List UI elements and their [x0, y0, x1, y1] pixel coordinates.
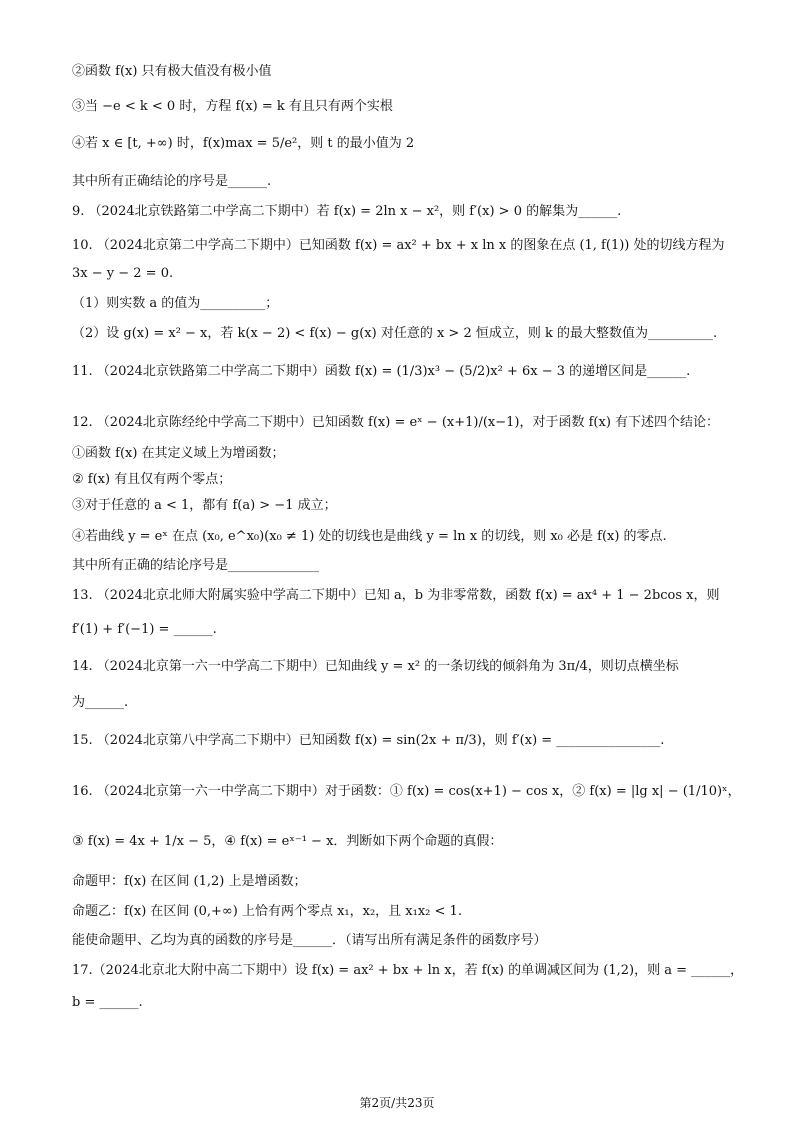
question-13-expression: f′(1) + f′(−1) = ______.: [72, 622, 217, 637]
statement-2: ②函数 f(x) 只有极大值没有极小值: [72, 64, 272, 79]
question-16-functions: ③ f(x) = 4x + 1/x − 5，④ f(x) = eˣ⁻¹ − x．判断如下两个命题的真假：: [72, 834, 503, 849]
q12-statement-1: ①函数 f(x) 在其定义域上为增函数；: [72, 446, 285, 461]
question-9: 9. （2024北京铁路第二中学高二下期中）若 f(x) = 2ln x − x²，则 f′(x) > 0 的解集为______.: [72, 204, 622, 219]
q12-statement-2: ② f(x) 有且仅有两个零点；: [72, 472, 232, 487]
statement-4: ④若 x ∈ [t, +∞) 时，f(x)max = 5/e²，则 t 的最小值为 2: [72, 136, 415, 151]
question-16: 16. （2024北京第一六一中学高二下期中）对于函数：① f(x) = cos(x+1) − cos x，② f(x) = |lg x| − (1/10)ˣ，: [72, 784, 741, 799]
question-16-answer: 能使命题甲、乙均为真的函数的序号是______．（请写出所有满足条件的函数序号）: [72, 933, 547, 948]
question-14: 14. （2024北京第一六一中学高二下期中）已知曲线 y = x² 的一条切线的倾斜角为 3π/4，则切点横坐标: [72, 659, 679, 674]
question-10: 10. （2024北京第二中学高二下期中）已知函数 f(x) = ax² + bx + x ln x 的图象在点 (1, f(1)) 处的切线方程为: [72, 238, 725, 253]
q12-statement-4: ④若曲线 y = eˣ 在点 (x₀, e^x₀)(x₀ ≠ 1) 处的切线也是曲线 y = ln x 的切线，则 x₀ 必是 f(x) 的零点.: [72, 529, 667, 544]
q12-statement-3: ③对于任意的 a < 1，都有 f(a) > −1 成立；: [72, 498, 337, 513]
question-11: 11. （2024北京铁路第二中学高二下期中）函数 f(x) = (1/3)x³ − (5/2)x² + 6x − 3 的递增区间是______.: [72, 364, 691, 379]
proposition-a: 命题甲：f(x) 在区间 (1,2) 上是增函数；: [72, 874, 307, 889]
question-15: 15. （2024北京第八中学高二下期中）已知函数 f(x) = sin(2x + π/3)，则 f′(x) = ________________.: [72, 733, 665, 748]
question-10-part-1: （1）则实数 a 的值为__________；: [72, 296, 279, 311]
question-10-tangent: 3x − y − 2 = 0.: [72, 266, 174, 281]
proposition-b: 命题乙：f(x) 在区间 (0,+∞) 上恰有两个零点 x₁，x₂，且 x₁x₂ < 1.: [72, 904, 462, 919]
statement-3: ③当 −e < k < 0 时，方程 f(x) = k 有且只有两个实根: [72, 99, 393, 114]
question-17-b: b = ______.: [72, 995, 143, 1010]
question-13: 13. （2024北京北师大附属实验中学高二下期中）已知 a，b 为非零常数，函数 f(x) = ax⁴ + 1 − 2bcos x，则: [72, 588, 720, 603]
question-14-answer: 为______.: [72, 695, 129, 710]
q12-answer-prompt: 其中所有正确的结论序号是______________: [72, 558, 320, 573]
question-17: 17.（2024北京北大附中高二下期中）设 f(x) = ax² + bx + ln x，若 f(x) 的单调减区间为 (1,2)，则 a = ______，: [72, 963, 744, 978]
answer-prompt: 其中所有正确结论的序号是______.: [72, 174, 272, 189]
question-12: 12. （2024北京陈经纶中学高二下期中）已知函数 f(x) = eˣ − (x+1)/(x−1)，对于函数 f(x) 有下述四个结论：: [72, 415, 720, 430]
page-footer: 第2页/共23页: [359, 1096, 435, 1110]
question-10-part-2: （2）设 g(x) = x² − x，若 k(x − 2) < f(x) − g(x) 对任意的 x > 2 恒成立，则 k 的最大整数值为__________.: [72, 326, 718, 341]
